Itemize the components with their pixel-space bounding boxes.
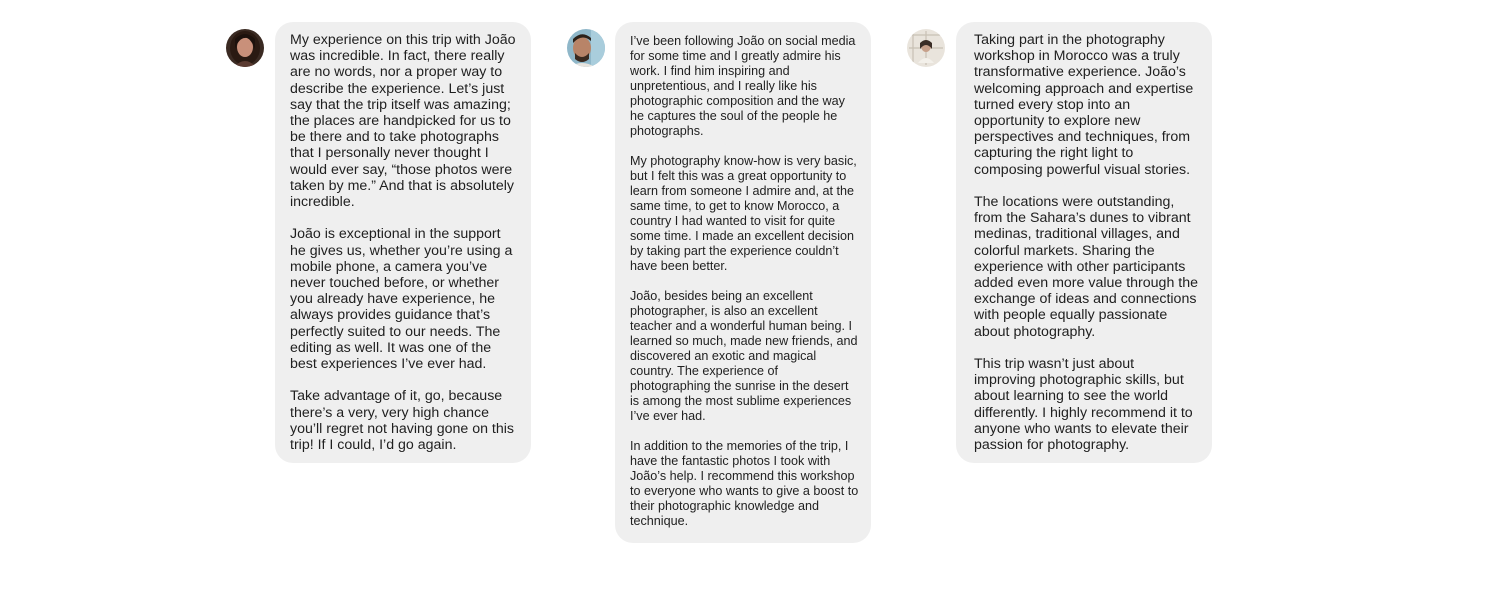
testimonial-paragraph: João is exceptional in the support he gives us, whether you’re using a mobile phone, a camera you’ve never touched before, or whether you already have experience, he always provides guidance that’s perfectly suited to our needs. The editing as well. It was one of the best experiences I’ve ever had. xyxy=(290,226,513,373)
testimonial-paragraph: The locations were outstanding, from the Sahara’s dunes to vibrant medinas, traditional villages, and colorful markets. Sharing the experience with other participants added even more value through the exchange of ideas and connections with people equally passionate about photography. xyxy=(974,194,1199,340)
person-avatar-icon xyxy=(226,29,264,67)
testimonial-paragraph: In addition to the memories of the trip, I have the fantastic photos I took with João’s help. I recommend this workshop to everyone who wants to give a boost to their photographic knowledge and technique. xyxy=(630,439,859,528)
person-avatar-icon xyxy=(567,29,605,67)
testimonial-paragraph: I’ve been following João on social media for some time and I greatly admire his work. I find him inspiring and unpretentious, and I really like his photographic composition and the way he captures the soul of the people he photographs. xyxy=(630,34,856,138)
avatar xyxy=(567,29,605,67)
testimonial-paragraph: My photography know-how is very basic, but I felt this was a great opportunity to learn from someone I admire and, at the same time, to get to know Morocco, a country I had wanted to visit for quite some time. I made an excellent decision by taking part the experience couldn’t have been better. xyxy=(630,154,857,273)
testimonial-bubble xyxy=(275,22,531,463)
testimonial-paragraph: This trip wasn’t just about improving photographic skills, but about learning to see the world differently. I highly recommend it to anyone who wants to elevate their passion for photography. xyxy=(974,356,1193,454)
testimonial-paragraph: My experience on this trip with João was incredible. In fact, there really are no words, nor a proper way to describe the experience. Let’s just say that the trip itself was amazing; the places are handpicked for us to be there and to take photographs that I personally never thought I would ever say, “those photos were taken by me.” And that is absolutely incredible. xyxy=(290,32,516,211)
testimonial-bubble xyxy=(615,22,871,543)
testimonial-paragraph: Take advantage of it, go, because there’s a very, very high chance you’ll regret not having gone on this trip! If I could, I’d go again. xyxy=(290,388,514,454)
person-avatar-icon xyxy=(907,29,945,67)
testimonial-bubble xyxy=(956,22,1212,463)
avatar xyxy=(226,29,264,67)
avatar xyxy=(907,29,945,67)
testimonial-paragraph: João, besides being an excellent photographer, is also an excellent teacher and a wonderful human being. I learned so much, made new friends, and discovered an exotic and magical country. The experience of photographing the sunrise in the desert is among the most sublime experiences I’ve ever had. xyxy=(630,289,858,423)
testimonial-paragraph: Taking part in the photography workshop in Morocco was a truly transformative experience. João’s welcoming approach and expertise turned every stop into an opportunity to explore new perspectives and techniques, from capturing the right light to composing powerful visual stories. xyxy=(974,32,1194,178)
